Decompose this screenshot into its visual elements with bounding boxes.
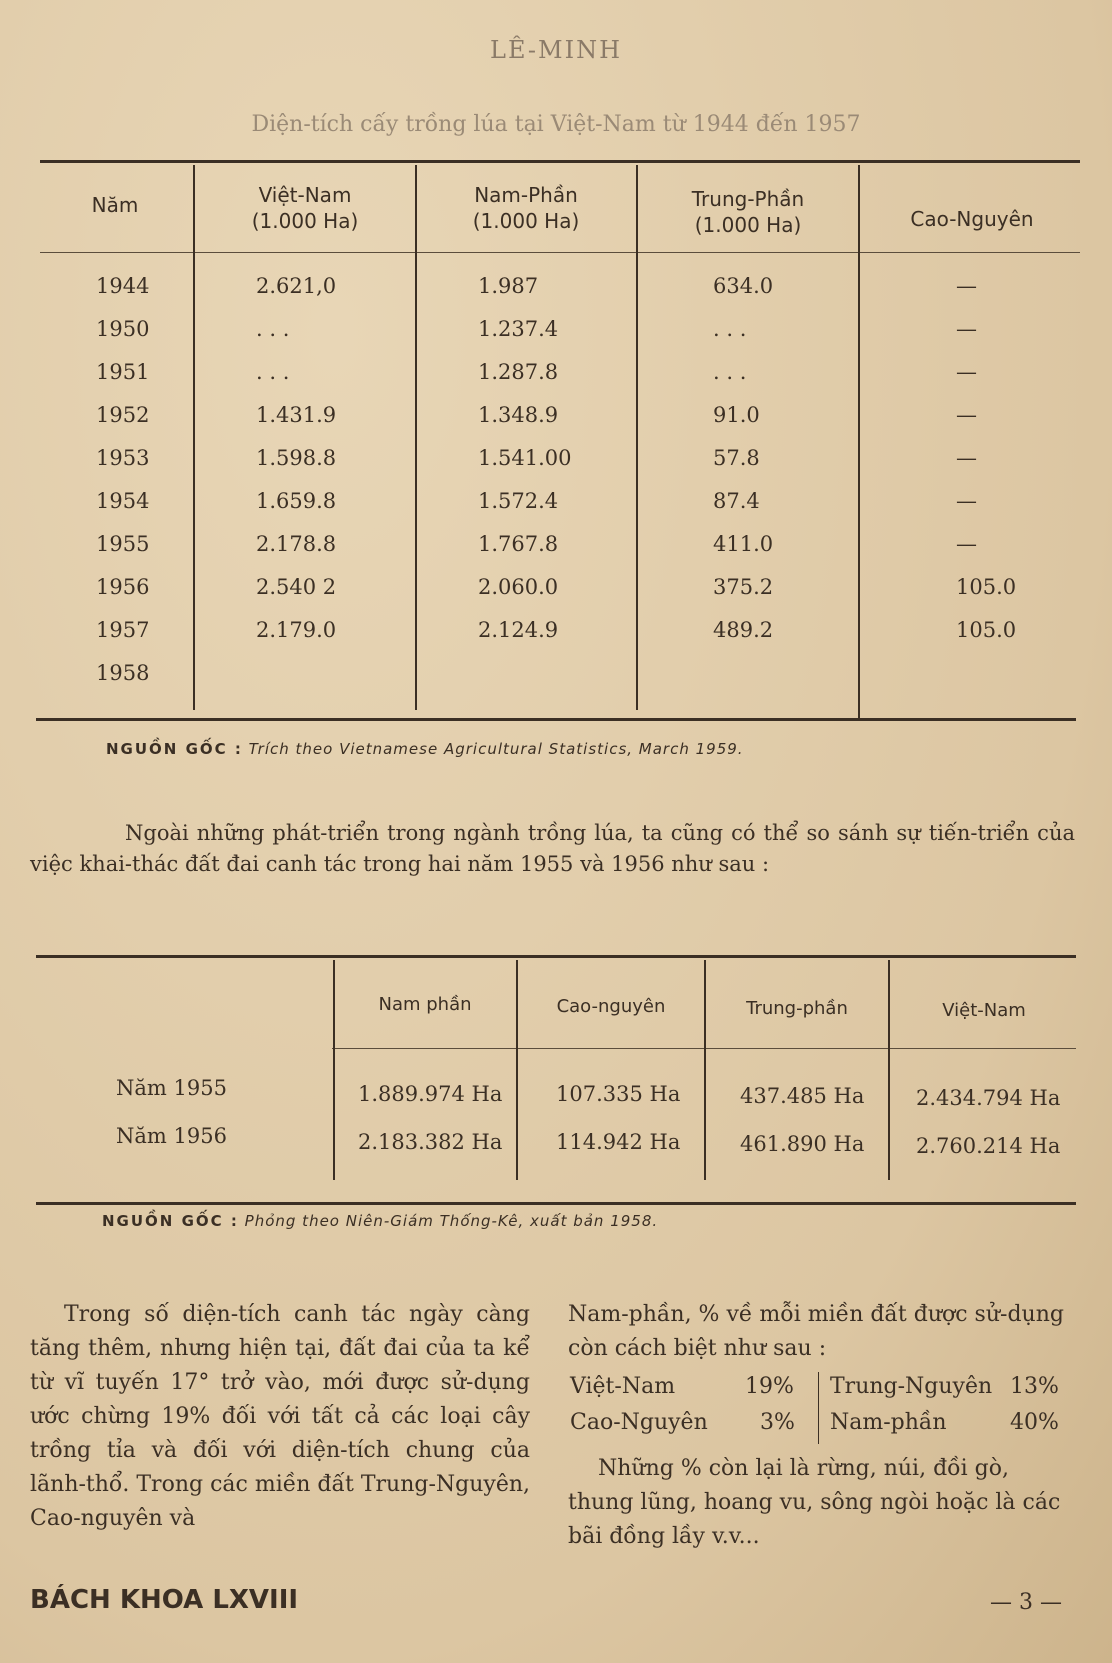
t2-cell: 107.335 Ha bbox=[556, 1082, 681, 1106]
page-number: — 3 — bbox=[990, 1590, 1062, 1615]
share-name: Trung-Nguyên bbox=[830, 1374, 993, 1399]
header-year: Năm bbox=[91, 193, 139, 217]
t1-year-cell: 1951 bbox=[96, 360, 150, 384]
t1-value-cell: — bbox=[956, 446, 977, 470]
t1-value-cell: — bbox=[956, 317, 977, 341]
t1-year-cell: 1955 bbox=[96, 532, 150, 556]
share-name: Việt-Nam bbox=[570, 1374, 676, 1399]
t1-value-cell: . . . bbox=[713, 360, 747, 384]
t1-value-cell: 87.4 bbox=[713, 489, 760, 513]
t1-year-cell: 1944 bbox=[96, 274, 150, 298]
t2-cell: 2.760.214 Ha bbox=[916, 1134, 1061, 1158]
header-namphan: Nam-Phần (1.000 Ha) bbox=[472, 183, 580, 233]
t2-cell: 114.942 Ha bbox=[556, 1130, 681, 1154]
source-text: Trích theo Vietnamese Agricultural Statistics, March 1959. bbox=[248, 740, 744, 758]
text-column-left: Trong số diện-tích canh tác ngày càng tăng thêm, nhưng hiện tại, đất đai của ta kể từ vĩ tuyến 17° trở vào, mới được sử-dụng ước chừng 19% đối với tất cả các loại cây trồng tỉa và đối với diện-tích chung của lãnh-thổ. Trong các miền đất Trung-Nguyên, Cao-nguyên và bbox=[30, 1302, 530, 1531]
t1-value-cell: 1.287.8 bbox=[478, 360, 559, 384]
t1-year-cell: 1954 bbox=[96, 489, 150, 513]
t1-value-cell: — bbox=[956, 274, 977, 298]
t1-value-cell: 105.0 bbox=[956, 618, 1017, 642]
t1-value-cell: 2.179.0 bbox=[256, 618, 337, 642]
t1-value-cell: 1.541.00 bbox=[478, 446, 572, 470]
t1-value-cell: 411.0 bbox=[713, 532, 774, 556]
t1-value-cell: — bbox=[956, 403, 977, 427]
header-caonguyen: Cao-Nguyên bbox=[910, 207, 1034, 231]
t2-cell: 2.434.794 Ha bbox=[916, 1086, 1061, 1110]
t1-value-cell: 2.621,0 bbox=[256, 274, 337, 298]
t2-row-label: Năm 1956 bbox=[116, 1124, 227, 1148]
t1-value-cell: 1.431.9 bbox=[256, 403, 337, 427]
text-column-right-outro: Những % còn lại là rừng, núi, đồi gò, thung lũng, hoang vu, sông ngòi hoặc là các bãi đồng lầy v.v... bbox=[568, 1456, 1061, 1549]
t2-cell: 437.485 Ha bbox=[740, 1084, 865, 1108]
t1-value-cell: — bbox=[956, 360, 977, 384]
share-name: Nam-phần bbox=[830, 1410, 947, 1435]
t1-value-cell: — bbox=[956, 489, 977, 513]
t1-value-cell: 375.2 bbox=[713, 575, 774, 599]
t1-value-cell: 1.767.8 bbox=[478, 532, 559, 556]
share-name: Cao-Nguyên bbox=[570, 1410, 708, 1435]
share-pct: 40% bbox=[1010, 1410, 1059, 1435]
t1-value-cell: 2.060.0 bbox=[478, 575, 559, 599]
source-text: Phỏng theo Niên-Giám Thống-Kê, xuất bản 1958. bbox=[244, 1212, 659, 1230]
header-vietnam: Việt-Nam (1.000 Ha) bbox=[251, 183, 359, 233]
magazine-name: BÁCH KHOA LXVIII bbox=[30, 1585, 299, 1615]
share-pct: 13% bbox=[1010, 1374, 1059, 1399]
t2-cell: 1.889.974 Ha bbox=[358, 1082, 503, 1106]
t1-year-cell: 1956 bbox=[96, 575, 150, 599]
t1-value-cell: 489.2 bbox=[713, 618, 774, 642]
t1-value-cell: 1.237.4 bbox=[478, 317, 559, 341]
t1-value-cell: 57.8 bbox=[713, 446, 760, 470]
t2-header-vietnam: Việt-Nam bbox=[942, 1000, 1026, 1021]
t1-year-cell: 1952 bbox=[96, 403, 150, 427]
share-pct: 3% bbox=[760, 1410, 795, 1435]
t2-header-caonguyen: Cao-nguyên bbox=[556, 996, 666, 1017]
t1-value-cell: 1.987 bbox=[478, 274, 539, 298]
table-title: Diện-tích cấy trồng lúa tại Việt-Nam từ 1944 đến 1957 bbox=[251, 112, 861, 137]
running-title: LÊ-MINH bbox=[490, 36, 622, 64]
t2-cell: 2.183.382 Ha bbox=[358, 1130, 503, 1154]
t1-value-cell: 1.572.4 bbox=[478, 489, 559, 513]
t1-value-cell: 91.0 bbox=[713, 403, 760, 427]
t2-header-trungphan: Trung-phần bbox=[746, 998, 848, 1019]
t1-value-cell: 1.598.8 bbox=[256, 446, 337, 470]
t1-value-cell: 2.124.9 bbox=[478, 618, 559, 642]
t1-year-cell: 1957 bbox=[96, 618, 150, 642]
t1-value-cell: 634.0 bbox=[713, 274, 774, 298]
table-2-source bbox=[102, 1212, 658, 1230]
t1-value-cell: . . . bbox=[256, 360, 290, 384]
t2-header-namphan: Nam phần bbox=[378, 994, 472, 1015]
t1-value-cell: 2.540 2 bbox=[256, 575, 337, 599]
table-1-source bbox=[106, 740, 744, 758]
share-pct: 19% bbox=[745, 1374, 794, 1399]
source-label: NGUỒN GỐC : bbox=[102, 1212, 239, 1230]
t2-cell: 461.890 Ha bbox=[740, 1132, 865, 1156]
t1-value-cell: 105.0 bbox=[956, 575, 1017, 599]
text-column-right-intro: Nam-phần, % về mỗi miền đất được sử-dụng còn cách biệt như sau : bbox=[568, 1302, 1064, 1361]
t1-value-cell: — bbox=[956, 532, 977, 556]
t1-value-cell: 2.178.8 bbox=[256, 532, 337, 556]
t1-value-cell: . . . bbox=[713, 317, 747, 341]
header-trungphan: Trung-Phần (1.000 Ha) bbox=[691, 187, 805, 237]
t1-value-cell: 1.348.9 bbox=[478, 403, 559, 427]
source-label: NGUỒN GỐC : bbox=[106, 740, 243, 758]
t1-year-cell: 1958 bbox=[96, 661, 150, 685]
t1-year-cell: 1953 bbox=[96, 446, 150, 470]
t1-value-cell: . . . bbox=[256, 317, 290, 341]
t2-row-label: Năm 1955 bbox=[116, 1076, 227, 1100]
t1-value-cell: 1.659.8 bbox=[256, 489, 337, 513]
paragraph-1: Ngoài những phát-triển trong ngành trồng lúa, ta cũng có thể so sánh sự tiến-triển của việc khai-thác đất đai canh tác trong hai năm 1955 và 1956 như sau : bbox=[30, 821, 1075, 876]
t1-year-cell: 1950 bbox=[96, 317, 150, 341]
